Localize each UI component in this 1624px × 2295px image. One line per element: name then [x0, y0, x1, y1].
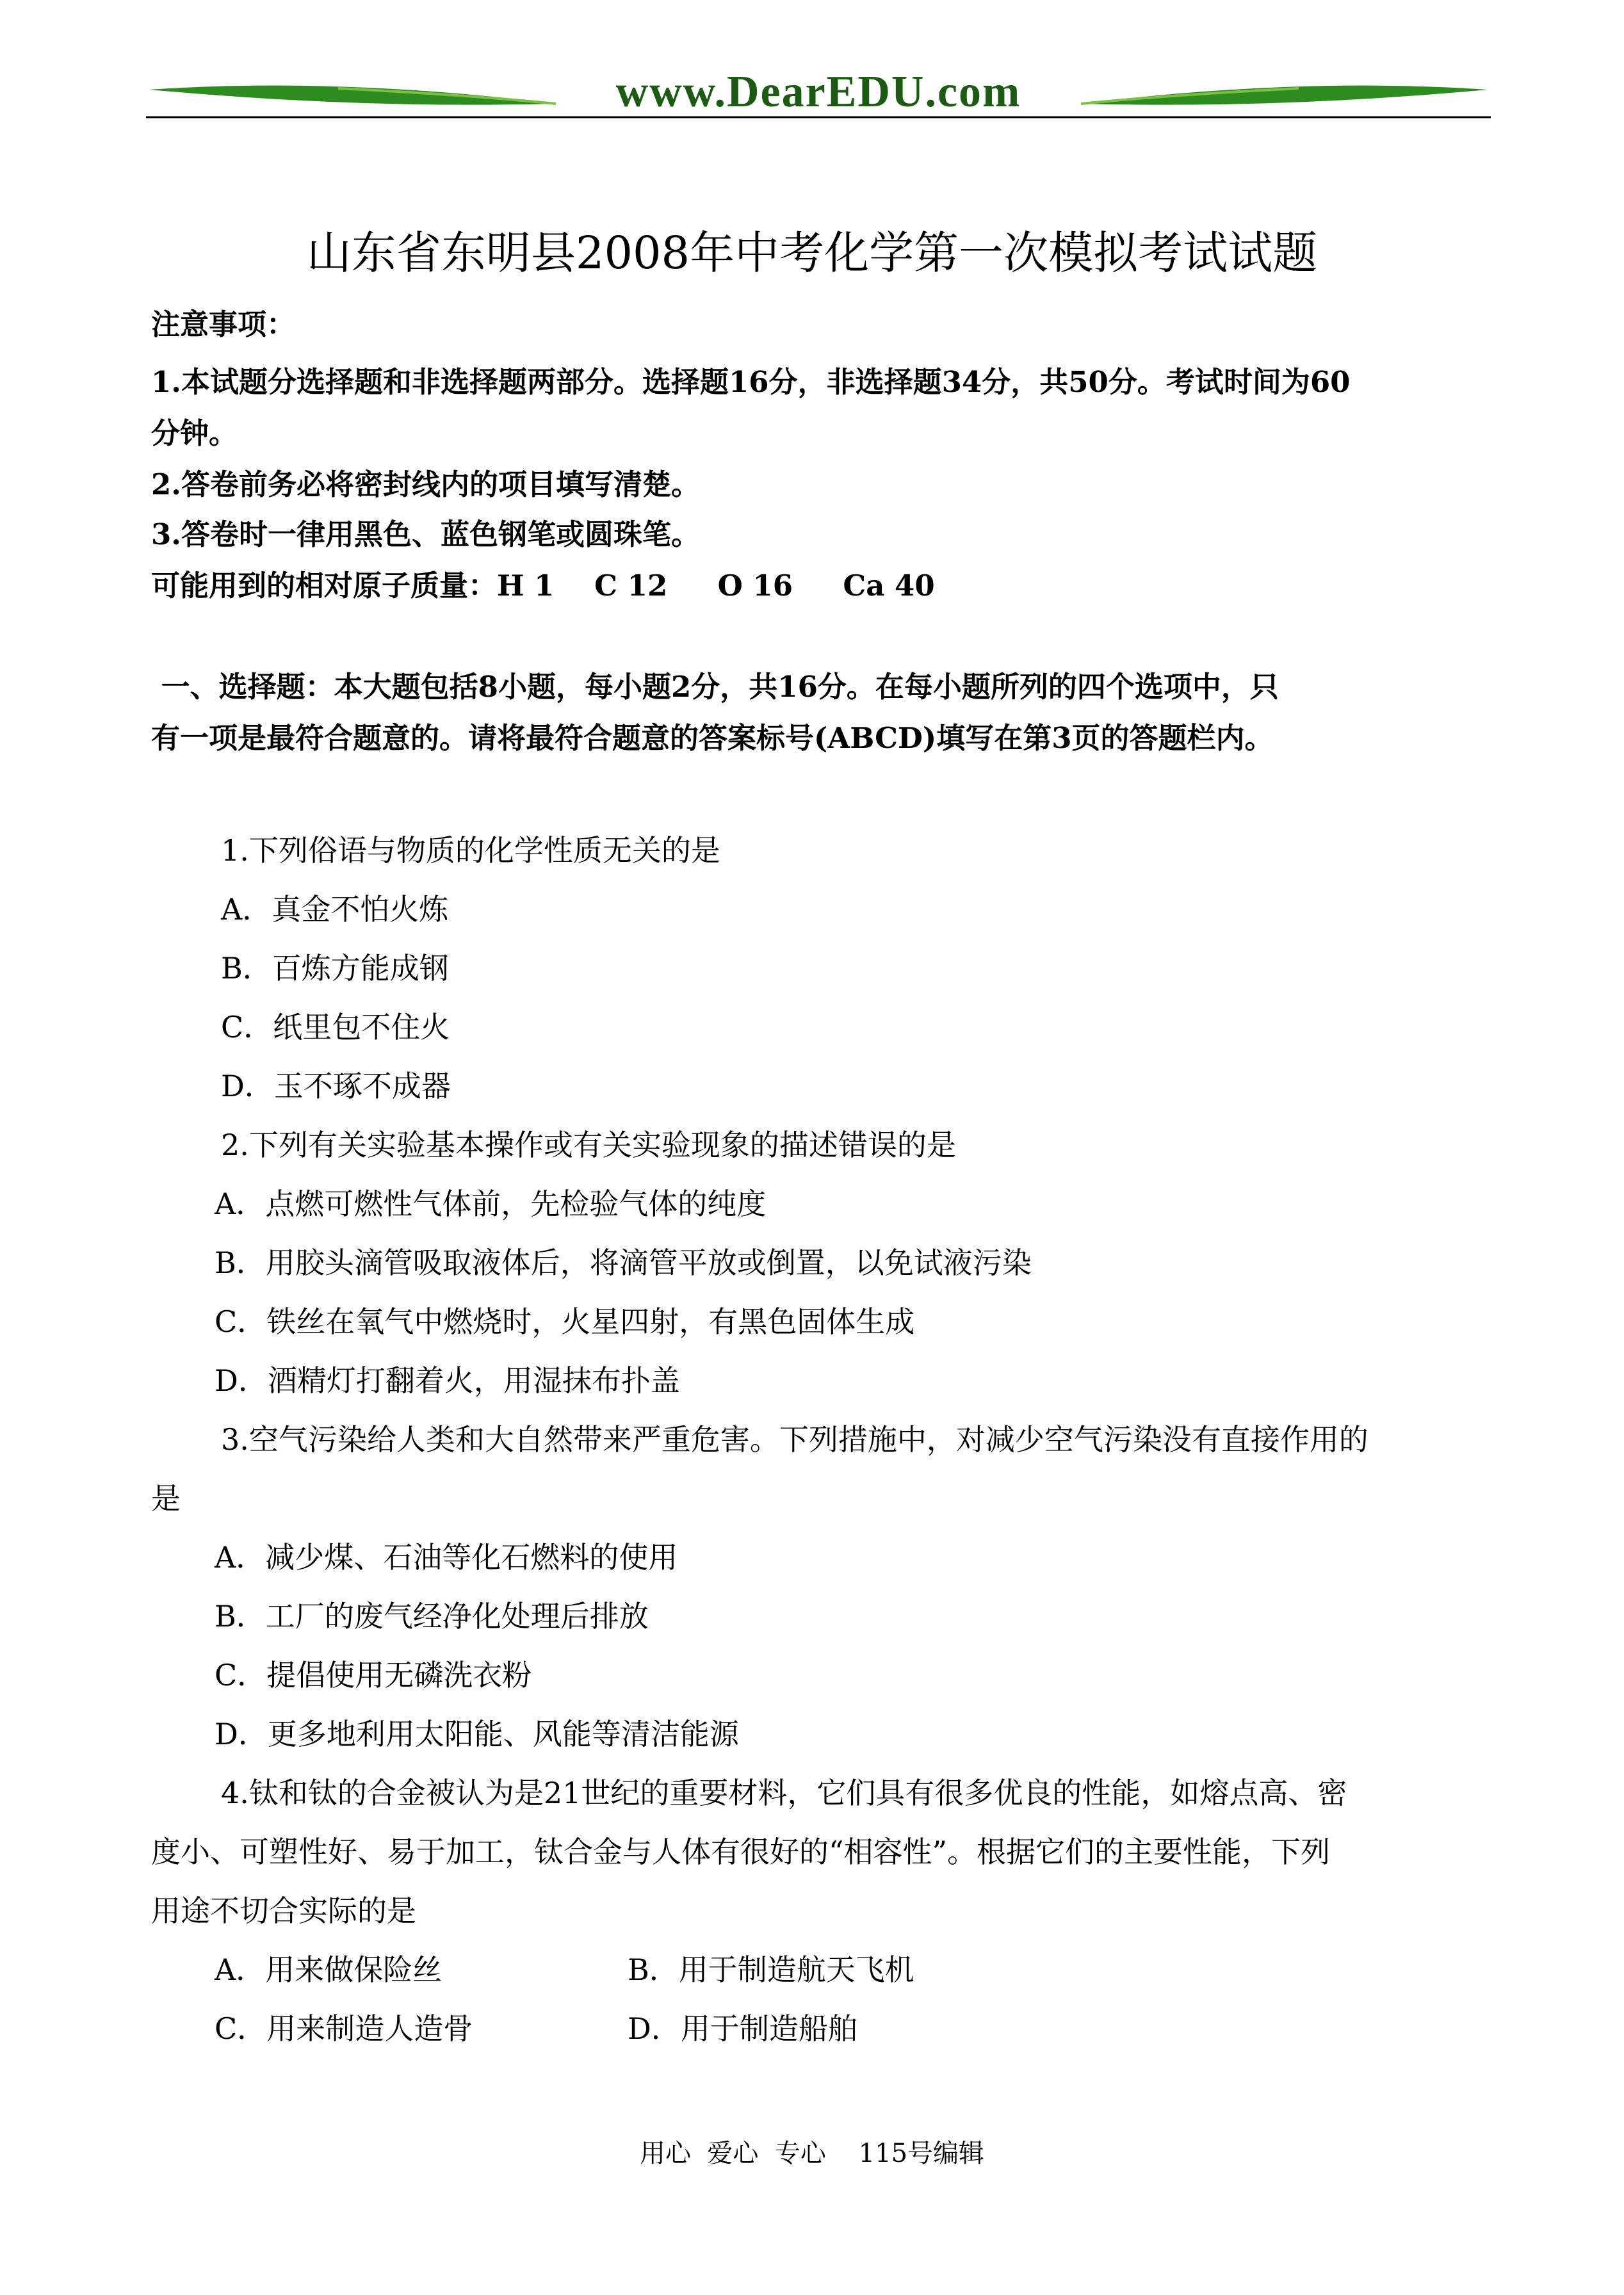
- question-option: D．更多地利用太阳能、风能等清洁能源: [215, 1717, 739, 1751]
- notice-item: 2.答卷前务必将密封线内的项目填写清楚。: [151, 467, 700, 501]
- notice-item: 1.本试题分选择题和非选择题两部分。选择题16分，非选择题34分，共50分。考试时间为60: [151, 365, 1351, 399]
- question-stem: 2.下列有关实验基本操作或有关实验现象的描述错误的是: [221, 1128, 956, 1162]
- question-option: D．玉不琢不成器: [221, 1069, 451, 1103]
- question-option: A．减少煤、石油等化石燃料的使用: [215, 1540, 678, 1575]
- question-option: B．用胶头滴管吸取液体后，将滴管平放或倒置，以免试液污染: [215, 1245, 1032, 1280]
- question-option: C．铁丝在氧气中燃烧时，火星四射，有黑色固体生成: [215, 1304, 915, 1339]
- question-option: C．提倡使用无磷洗衣粉: [215, 1658, 532, 1692]
- site-logo-text: www.DearEDU.com: [615, 67, 1021, 117]
- question-option: D．酒精灯打翻着火，用湿抹布扑盖: [215, 1363, 680, 1398]
- question-option: A．真金不怕火炼: [221, 892, 449, 927]
- question-stem: 4.钛和钛的合金被认为是21世纪的重要材料，它们具有很多优良的性能，如熔点高、密: [221, 1776, 1347, 1810]
- question-stem: 3.空气污染给人类和大自然带来严重危害。下列措施中，对减少空气污染没有直接作用的: [221, 1422, 1368, 1457]
- page-title: 山东省东明县2008年中考化学第一次模拟考试试题: [306, 227, 1318, 279]
- notice-heading: 注意事项：: [151, 307, 296, 341]
- page-footer: 用心 爱心 专心 115号编辑: [639, 2139, 985, 2168]
- question-stem: 是: [151, 1481, 181, 1516]
- question-option: C．用来制造人造骨: [215, 2011, 473, 2046]
- question-option: A．用来做保险丝: [215, 1952, 443, 1987]
- atomic-mass-line: 可能用到的相对原子质量：H 1 C 12 O 16 Ca 40: [151, 569, 935, 603]
- question-stem: 用途不切合实际的是: [151, 1894, 416, 1928]
- notice-item: 3.答卷时一律用黑色、蓝色钢笔或圆珠笔。: [151, 517, 700, 551]
- section-heading: 一、选择题：本大题包括8小题，每小题2分，共16分。在每小题所列的四个选项中，只: [151, 670, 1279, 704]
- question-option: B．百炼方能成钢: [221, 951, 449, 985]
- question-option: C．纸里包不住火: [221, 1010, 450, 1044]
- site-banner: [146, 64, 1491, 128]
- question-stem: 1.下列俗语与物质的化学性质无关的是: [221, 833, 720, 868]
- question-option: B．工厂的废气经净化处理后排放: [215, 1599, 649, 1634]
- question-stem: 度小、可塑性好、易于加工，钛合金与人体有很好的“相容性”。根据它们的主要性能，下列: [151, 1835, 1331, 1869]
- question-option: D．用于制造船舶: [628, 2011, 857, 2046]
- question-option: B．用于制造航天飞机: [628, 1952, 914, 1987]
- question-option: A．点燃可燃性气体前，先检验气体的纯度: [215, 1187, 767, 1221]
- notice-item: 分钟。: [151, 416, 238, 450]
- section-heading: 有一项是最符合题意的。请将最符合题意的答案标号(ABCD)填写在第3页的答题栏内。: [151, 721, 1274, 755]
